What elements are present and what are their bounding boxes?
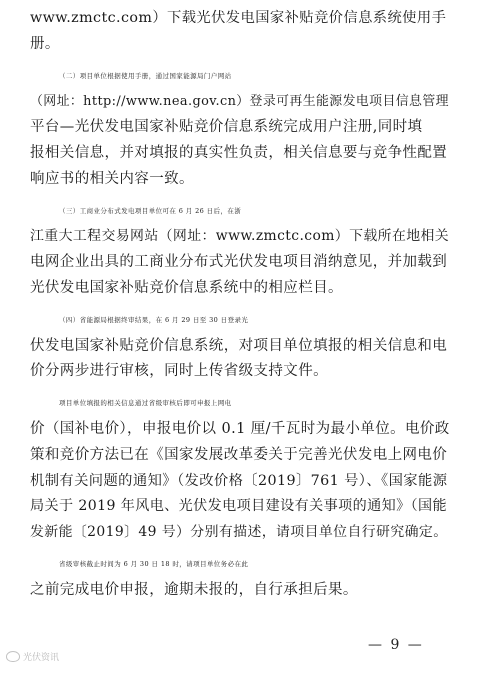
text-line: 光伏发电国家补贴竞价信息系统中的相应栏目。 xyxy=(30,279,343,296)
text-line: （二）项目单位根据使用手册，通过国家能源局门户网站 xyxy=(59,71,232,80)
text-line: 册。 xyxy=(30,35,60,52)
text-line: 报相关信息，并对填报的真实性负责，相关信息要与竞争性配置 xyxy=(30,144,448,161)
text-line: 伏发电国家补贴竞价信息系统，对项目单位填报的相关信息和电 xyxy=(30,337,448,354)
text-line: （三）工商业分布式发电项目单位可在 6 月 26 日后，在浙 xyxy=(59,206,242,215)
text-line: 项目单位填报的相关信息通过省级审核后即可申报上网电 xyxy=(59,399,232,408)
text-line: 江重大工程交易网站（网址：www.zmctc.com）下载所在地相关 xyxy=(30,228,450,245)
text-line: www.zmctc.com）下载光伏发电国家补贴竞价信息系统使用手 xyxy=(30,10,447,26)
text-line: （网址：http://www.nea.gov.cn）登录可再生能源发电项目信息管理 xyxy=(30,94,449,110)
page-number: — 9 — xyxy=(368,637,424,653)
text-line: 机制有关问题的通知》（发改价格〔2019〕761 号）、《国家能源 xyxy=(30,472,448,489)
text-line: （四）省能源局根据终审结果，在 6 月 29 日至 30 日登录光 xyxy=(59,315,249,324)
text-line: 平台—光伏发电国家补贴竞价信息系统完成用户注册,同时填 xyxy=(30,119,423,136)
text-line: 策和竞价方法已在《国家发展改革委关于完善光伏发电上网电价 xyxy=(30,446,448,463)
document-body xyxy=(30,6,450,604)
text-line: 价分两步进行审核，同时上传省级支持文件。 xyxy=(30,363,328,380)
text-line: 价（国补电价），申报电价以 0.1 厘/千瓦时为最小单位。电价政 xyxy=(30,420,450,437)
text-line: 局关于 2019 年风电、光伏发电项目建设有关事项的通知》（国能 xyxy=(30,498,448,515)
text-line: 省级审核截止时间为 6 月 30 日 18 时，请项目单位务必在此 xyxy=(59,559,249,568)
weibo-icon xyxy=(6,651,20,662)
watermark-text: 光伏资讯 xyxy=(23,653,60,663)
text-line: 之前完成电价申报，逾期未报的，自行承担后果。 xyxy=(30,581,358,598)
text-line: 响应书的相关内容一致。 xyxy=(30,170,194,187)
watermark xyxy=(6,650,59,663)
text-line: 发新能〔2019〕49 号）分别有描述，请项目单位自行研究确定。 xyxy=(30,524,448,541)
text-line: 电网企业出具的工商业分布式光伏发电项目消纳意见，并加载到 xyxy=(30,254,448,271)
